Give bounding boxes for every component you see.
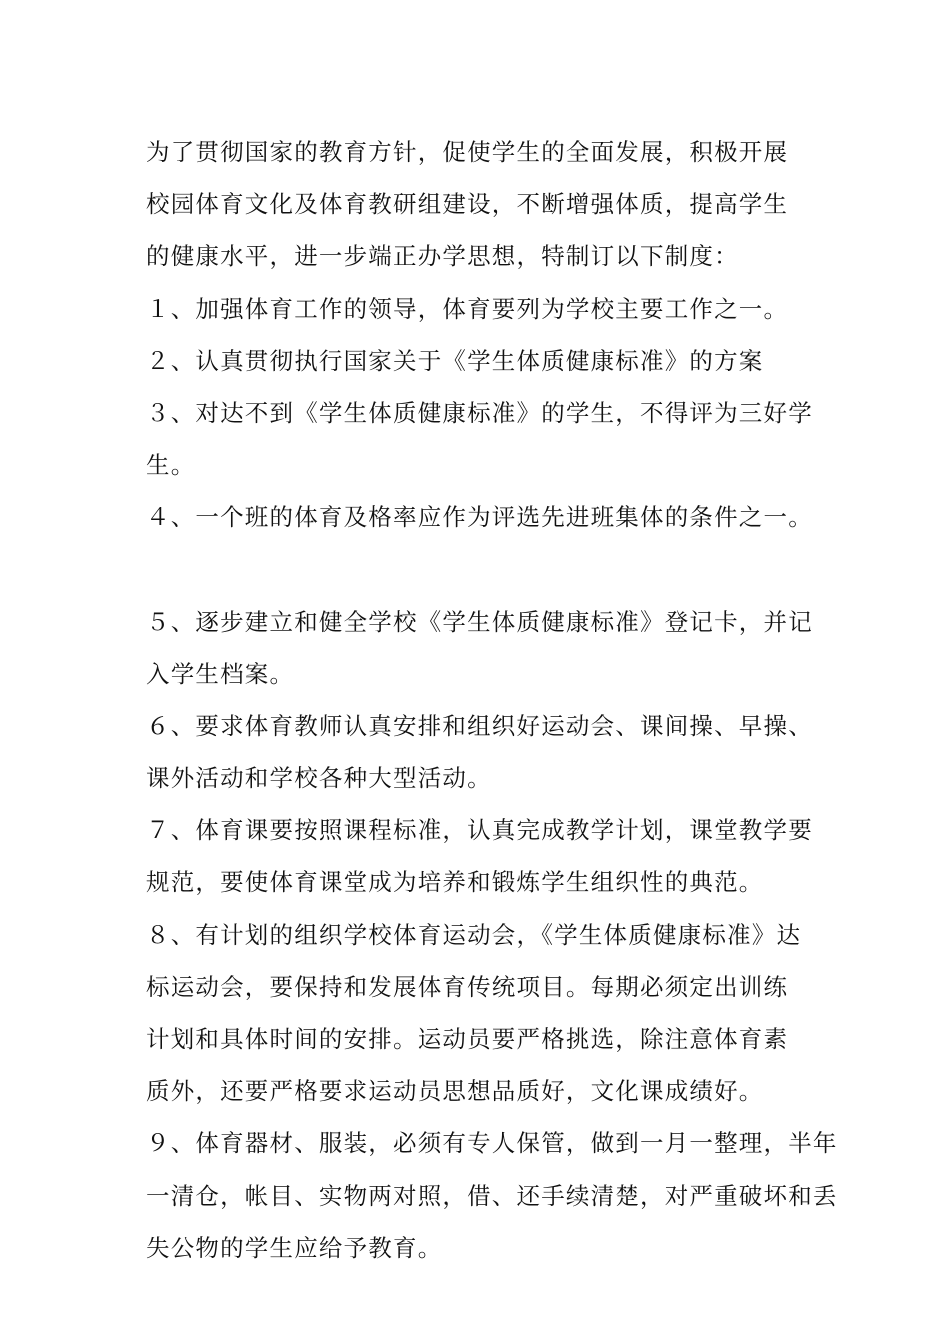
rule-8-line-2: 标运动会，要保持和发展体育传统项目。每期必须定出训练 <box>146 972 789 1001</box>
rule-8-line-4: 质外，还要严格要求运动员思想品质好，文化课成绩好。 <box>146 1077 764 1106</box>
rule-6-line-2: 课外活动和学校各种大型活动。 <box>146 764 492 793</box>
rule-6-line-1: ６、要求体育教师认真安排和组织好运动会、课间操、早操、 <box>146 711 813 740</box>
rule-3-line-1: ３、对达不到《学生体质健康标准》的学生，不得评为三好学 <box>146 398 813 427</box>
intro-line-1: 为了贯彻国家的教育方针，促使学生的全面发展，积极开展 <box>146 138 789 166</box>
intro-line-3: 的健康水平，进一步端正办学思想，特制订以下制度： <box>146 242 739 271</box>
rule-9-line-1: ９、体育器材、服装，必须有专人保管，做到一月一整理，半年 <box>146 1129 838 1158</box>
rule-9-line-2: 一清仓，帐目、实物两对照，借、还手续清楚，对严重破坏和丢 <box>146 1181 838 1210</box>
rule-7-line-1: ７、体育课要按照课程标准，认真完成教学计划，课堂教学要 <box>146 816 813 845</box>
document-body <box>146 126 836 1274</box>
rule-1-line-1: １、加强体育工作的领导，体育要列为学校主要工作之一。 <box>146 294 789 323</box>
rule-8-line-1: ８、有计划的组织学校体育运动会，《学生体质健康标准》达 <box>146 920 802 949</box>
rule-8-line-3: 计划和具体时间的安排。运动员要严格挑选，除注意体育素 <box>146 1025 789 1053</box>
intro-line-2: 校园体育文化及体育教研组建设，不断增强体质，提高学生 <box>146 190 789 219</box>
rule-7-line-2: 规范，要使体育课堂成为培养和锻炼学生组织性的典范。 <box>146 868 764 897</box>
rule-5-line-2: 入学生档案。 <box>146 659 295 688</box>
rule-4-line-1: ４、一个班的体育及格率应作为评选先进班集体的条件之一。 <box>146 503 813 532</box>
rule-9-line-3: 失公物的学生应给予教育。 <box>146 1233 443 1262</box>
rule-3-line-2: 生。 <box>146 451 196 480</box>
rule-2-line-1: ２、认真贯彻执行国家关于《学生体质健康标准》的方案 <box>146 346 764 375</box>
rule-5-line-1: ５、逐步建立和健全学校《学生体质健康标准》登记卡，并记 <box>146 607 813 636</box>
paragraph-gap <box>146 544 836 596</box>
